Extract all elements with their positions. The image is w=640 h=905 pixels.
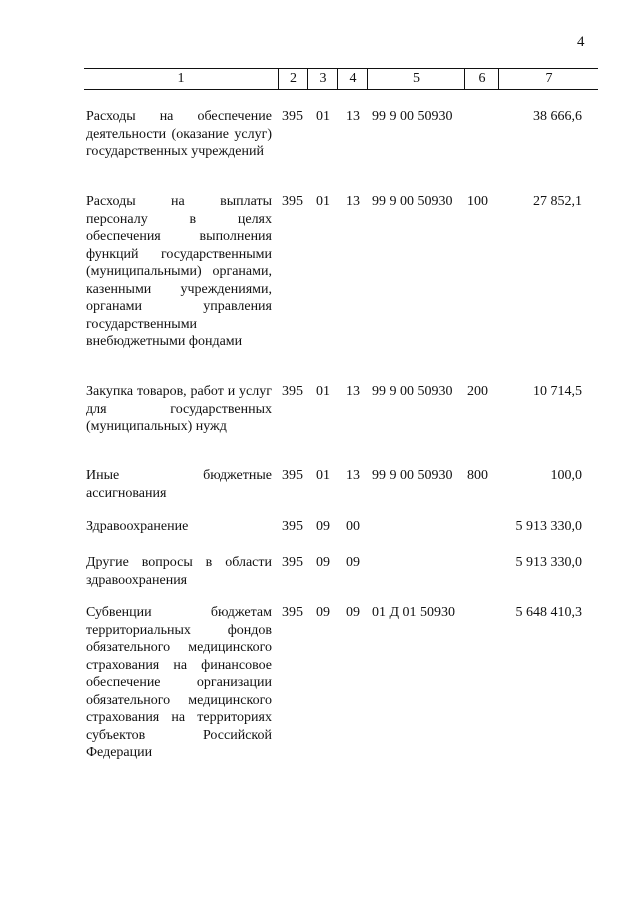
cell-col-5: 01 Д 01 50930 (372, 605, 456, 620)
cell-col-3: 01 (316, 194, 330, 209)
cell-col-3: 09 (316, 605, 330, 620)
cell-col-3: 01 (316, 384, 330, 399)
cell-col-2: 395 (282, 194, 303, 209)
cell-col-2: 395 (282, 605, 303, 620)
row-description: Здравоохранение (86, 519, 189, 534)
cell-col-3: 01 (316, 468, 330, 483)
row-description: Другие вопросы в области здравоохранения (86, 555, 272, 588)
row-description: Иные бюджетные ассигнования (86, 468, 272, 501)
row-description: Расходы на выплаты персоналу в целях обеспечения выполнения функций государственными (муниципальными) органами, казенными учреждениями, органами управления государственными внебюджетными фондами (86, 194, 272, 349)
cell-col-4: 09 (346, 605, 360, 620)
cell-col-4: 13 (346, 468, 360, 483)
cell-col-2: 395 (282, 555, 303, 570)
cell-col-4: 13 (346, 109, 360, 124)
cell-col-7: 5 913 330,0 (515, 519, 582, 534)
cell-col-5: 99 9 00 50930 (372, 384, 453, 399)
header-col-7: 7 (498, 69, 599, 89)
cell-col-6: 200 (467, 384, 488, 399)
header-col-3: 3 (307, 69, 338, 89)
cell-col-2: 395 (282, 519, 303, 534)
cell-col-2: 395 (282, 468, 303, 483)
cell-col-5: 99 9 00 50930 (372, 194, 453, 209)
header-col-4: 4 (337, 69, 368, 89)
cell-col-4: 09 (346, 555, 360, 570)
cell-col-3: 01 (316, 109, 330, 124)
cell-col-2: 395 (282, 109, 303, 124)
cell-col-4: 13 (346, 194, 360, 209)
cell-col-4: 00 (346, 519, 360, 534)
cell-col-5: 99 9 00 50930 (372, 468, 453, 483)
cell-col-7: 38 666,6 (533, 109, 582, 124)
cell-col-3: 09 (316, 519, 330, 534)
row-description: Расходы на обеспечение деятельности (оказание услуг) государственных учреждений (86, 109, 272, 159)
table-header (84, 68, 598, 90)
header-col-2: 2 (278, 69, 308, 89)
header-col-6: 6 (464, 69, 499, 89)
header-col-1: 1 (177, 71, 185, 86)
cell-col-2: 395 (282, 384, 303, 399)
header-col-5: 5 (367, 69, 465, 89)
row-description: Субвенции бюджетам территориальных фондов обязательного медицинского страхования на финансовое обеспечение организации обязательного медицинского страхования на территориях субъектов Российской Федерации (86, 605, 272, 760)
cell-col-4: 13 (346, 384, 360, 399)
cell-col-7: 5 913 330,0 (515, 555, 582, 570)
cell-col-6: 100 (467, 194, 488, 209)
row-description: Закупка товаров, работ и услуг для государственных (муниципальных) нужд (86, 384, 272, 434)
cell-col-3: 09 (316, 555, 330, 570)
page-number: 4 (577, 34, 585, 50)
cell-col-7: 100,0 (550, 468, 582, 483)
cell-col-7: 5 648 410,3 (515, 605, 582, 620)
cell-col-5: 99 9 00 50930 (372, 109, 453, 124)
cell-col-7: 27 852,1 (533, 194, 582, 209)
cell-col-6: 800 (467, 468, 488, 483)
cell-col-7: 10 714,5 (533, 384, 582, 399)
